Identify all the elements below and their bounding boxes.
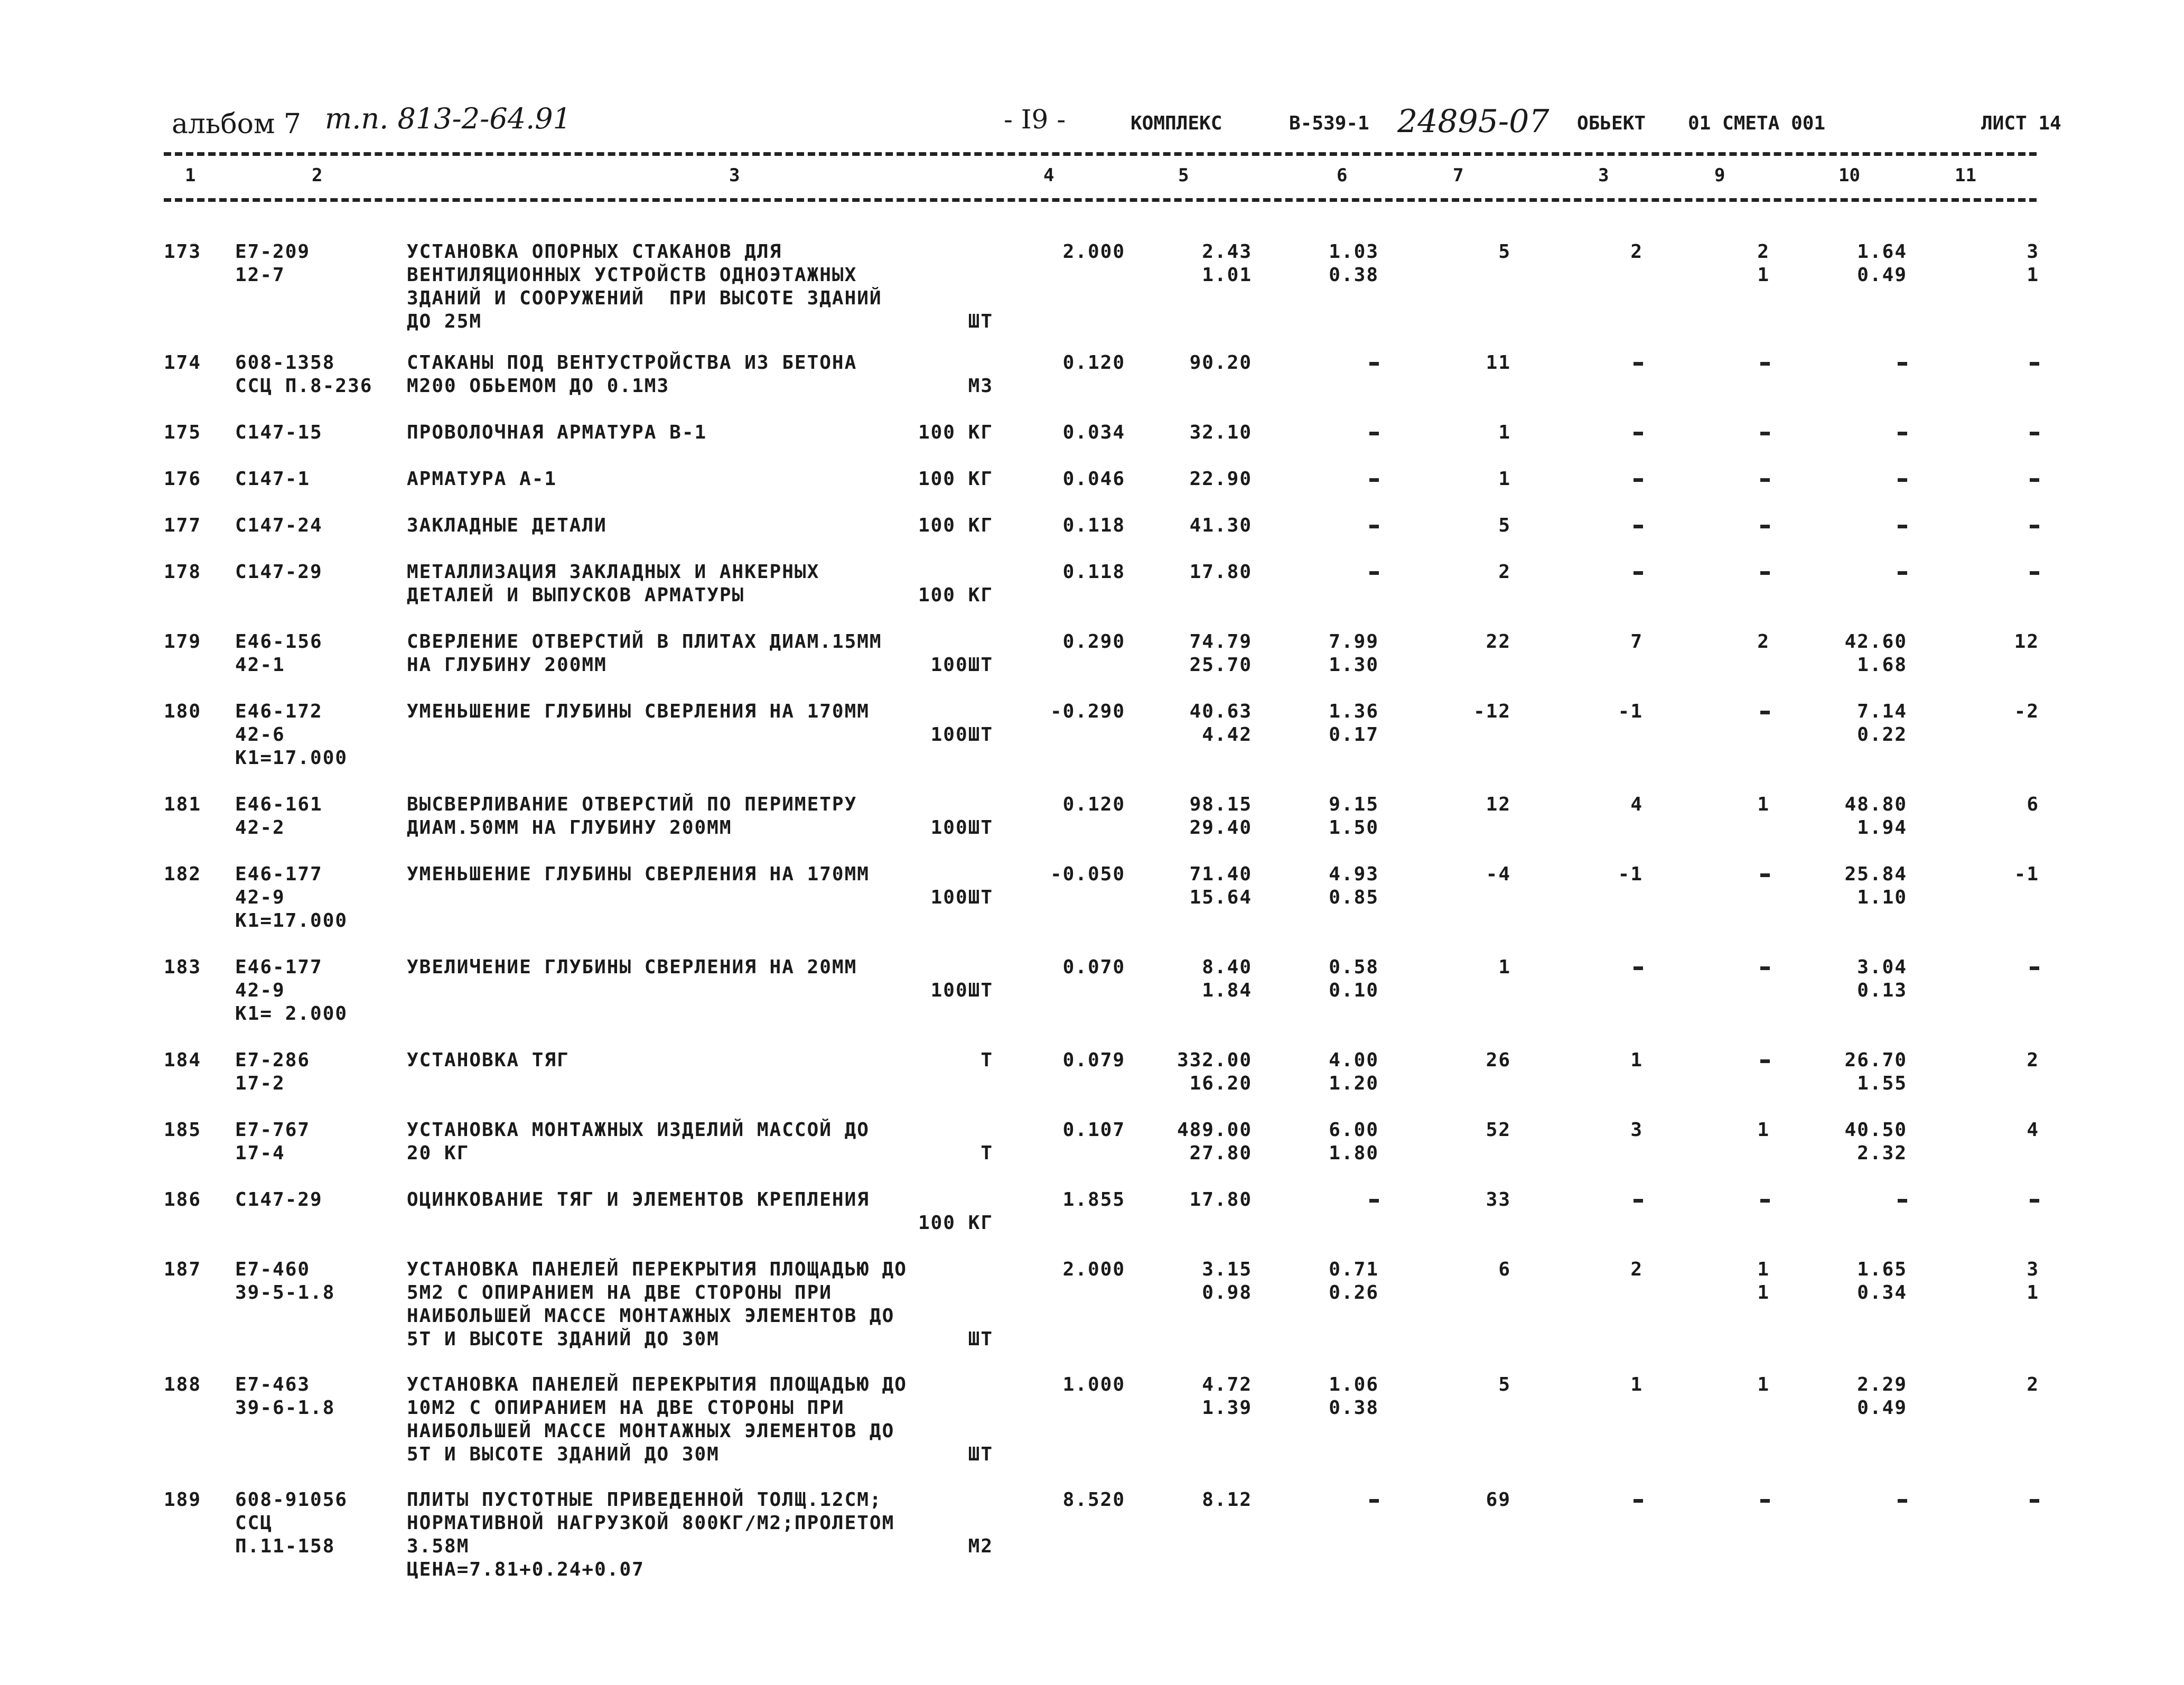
cell-code: Е7-460 39-5-1.8 <box>235 1259 335 1304</box>
cell-c6: 7.99 1.30 <box>1329 631 1379 676</box>
cell-c8 <box>1601 1488 1643 1512</box>
cell-c11 <box>2008 468 2039 491</box>
cell-qty: 0.107 <box>1062 1119 1125 1141</box>
dash-mark <box>1760 873 1770 877</box>
cell-c7: 69 <box>1486 1489 1511 1511</box>
cell-c5: 8.40 1.84 <box>1202 956 1252 1001</box>
cell-desc: УСТАНОВКА ПАНЕЛЕЙ ПЕРЕКРЫТИЯ ПЛОЩАДЬЮ ДО 5М2 С ОПИРАНИЕМ НА ДВЕ СТОРОНЫ ПРИ НАИБОЛЬШЕЙ МАССЕ МОНТАЖНЫХ ЭЛЕМЕНТОВ ДО 5Т И ВЫСОТЕ ЗДАНИЙ ДО 30М <box>407 1259 907 1350</box>
cell-c7: 5 <box>1498 241 1511 263</box>
cell-num: 173 <box>164 241 202 263</box>
cell-c8: 2 <box>1630 241 1643 263</box>
cell-c10: 48.80 1.94 <box>1844 794 1907 839</box>
cell-c9 <box>1728 1049 1770 1072</box>
table-row <box>0 1188 2184 1258</box>
cell-c10: 26.70 1.55 <box>1844 1049 1907 1094</box>
dash-mark <box>2030 966 2039 970</box>
dash-mark <box>1634 362 1643 366</box>
page-header <box>172 102 2061 156</box>
cell-c7: 26 <box>1486 1049 1511 1071</box>
dash-mark <box>2030 525 2039 528</box>
table-row <box>0 351 2184 421</box>
cell-c10 <box>1802 421 1907 444</box>
cell-c6: 0.71 0.26 <box>1329 1259 1379 1304</box>
cell-qty: -0.050 <box>1050 863 1125 885</box>
dash-mark <box>1898 478 1907 482</box>
cell-c11 <box>2008 514 2039 537</box>
dash-mark <box>1898 571 1907 575</box>
cell-code: Е46-172 42-6 К1=17.000 <box>235 701 348 769</box>
sheet-label: ЛИСТ 14 <box>1981 113 2061 134</box>
cell-c10 <box>1802 514 1907 537</box>
cell-num: 179 <box>164 631 202 653</box>
cell-c5: 98.15 29.40 <box>1189 794 1252 839</box>
cell-c7: 5 <box>1498 515 1511 536</box>
cell-c8: -1 <box>1618 701 1643 722</box>
cell-unit: 100ШТ <box>930 724 993 746</box>
column-number: 9 <box>1714 165 1725 186</box>
table-row <box>0 1488 2184 1604</box>
cell-num: 189 <box>164 1489 202 1511</box>
header-divider-bottom <box>164 198 2037 202</box>
cell-c5: 32.10 <box>1189 422 1252 443</box>
cell-qty: 0.034 <box>1062 422 1125 443</box>
cell-c10: 2.29 0.49 <box>1857 1374 1907 1419</box>
cell-c11: 3 1 <box>2027 1259 2039 1304</box>
cell-c7: 2 <box>1498 561 1511 583</box>
cell-unit: 100ШТ <box>930 654 993 676</box>
cell-qty: 0.118 <box>1062 515 1125 536</box>
cell-c10 <box>1802 561 1907 584</box>
cell-c10: 1.65 0.34 <box>1857 1259 1907 1304</box>
dash-mark <box>1634 571 1643 575</box>
cell-code: Е7-209 12-7 <box>235 241 311 286</box>
cell-code: С147-15 <box>235 422 323 443</box>
table-row <box>0 561 2184 630</box>
cell-c11 <box>2008 956 2039 979</box>
cell-c5: 22.90 <box>1189 468 1252 490</box>
cell-c9 <box>1728 514 1770 537</box>
cell-code: Е7-286 17-2 <box>235 1049 311 1094</box>
cell-c7: 33 <box>1486 1189 1511 1211</box>
dash-mark <box>1760 525 1770 528</box>
cell-c10: 3.04 0.13 <box>1857 956 1907 1001</box>
dash-mark <box>1760 362 1770 366</box>
dash-mark <box>1760 1059 1770 1063</box>
cell-c6 <box>1273 351 1379 375</box>
dash-mark <box>2030 432 2039 435</box>
cell-c9: 1 1 <box>1757 1259 1770 1304</box>
album-label: альбом 7 <box>172 108 302 140</box>
dash-mark <box>2030 478 2039 482</box>
cell-c8: 7 <box>1630 631 1643 653</box>
cell-c10 <box>1802 468 1907 491</box>
cell-c7: 12 <box>1486 794 1511 815</box>
cell-c6: 6.00 1.80 <box>1329 1119 1379 1164</box>
cell-c9: 2 <box>1757 631 1770 653</box>
column-number: 5 <box>1178 165 1189 186</box>
cell-unit: М3 <box>968 375 993 397</box>
cell-code: Е7-463 39-6-1.8 <box>235 1374 335 1419</box>
cell-num: 185 <box>164 1119 202 1141</box>
cell-code: С147-1 <box>235 468 311 490</box>
cell-qty: 1.000 <box>1062 1374 1125 1395</box>
cell-c9 <box>1728 700 1770 723</box>
cell-c6 <box>1273 514 1379 537</box>
cell-unit: ШТ <box>968 311 993 332</box>
cell-num: 182 <box>164 863 202 885</box>
table-row <box>0 700 2184 793</box>
dash-mark <box>1760 711 1770 714</box>
dash-mark <box>1898 525 1907 528</box>
dash-mark <box>1634 1199 1643 1203</box>
cell-c9: 1 <box>1757 1374 1770 1395</box>
cell-num: 181 <box>164 794 202 815</box>
cell-unit: 100ШТ <box>930 817 993 839</box>
cell-c5: 71.40 15.64 <box>1189 863 1252 908</box>
object-label: ОБЬЕКТ <box>1577 113 1646 134</box>
cell-c7: -4 <box>1486 863 1511 885</box>
smeta-label: 01 СМЕТА 001 <box>1688 113 1826 134</box>
cell-unit: ШТ <box>968 1444 993 1465</box>
cell-desc: ОЦИНКОВАНИЕ ТЯГ И ЭЛЕМЕНТОВ КРЕПЛЕНИЯ <box>407 1189 870 1211</box>
cell-desc: СВЕРЛЕНИЕ ОТВЕРСТИЙ В ПЛИТАХ ДИАМ.15ММ НА ГЛУБИНУ 200ММ <box>407 631 882 676</box>
cell-c10: 1.64 0.49 <box>1857 241 1907 286</box>
column-number: 4 <box>1043 165 1054 186</box>
kompleks-code: В-539-1 <box>1289 113 1369 134</box>
column-number: 3 <box>1598 165 1609 186</box>
cell-unit: 100ШТ <box>930 887 993 908</box>
cell-c9 <box>1728 1188 1770 1212</box>
cell-c8 <box>1601 561 1643 584</box>
table-row <box>0 514 2184 561</box>
column-number: 11 <box>1955 165 1976 186</box>
cell-qty: 0.120 <box>1062 352 1125 374</box>
cell-desc: ВЫСВЕРЛИВАНИЕ ОТВЕРСТИЙ ПО ПЕРИМЕТРУ ДИАМ.50ММ НА ГЛУБИНУ 200ММ <box>407 794 857 839</box>
cell-c10: 42.60 1.68 <box>1844 631 1907 676</box>
table-row <box>0 793 2184 863</box>
dash-mark <box>2030 1499 2039 1503</box>
cell-c5: 3.15 0.98 <box>1202 1259 1252 1304</box>
cell-code: Е46-177 42-9 К1=17.000 <box>235 863 348 932</box>
cell-c11 <box>2008 421 2039 444</box>
cell-desc: ПЛИТЫ ПУСТОТНЫЕ ПРИВЕДЕННОЙ ТОЛЩ.12СМ; НОРМАТИВНОЙ НАГРУЗКОЙ 800КГ/М2;ПРОЛЕТОМ 3.58М ЦЕНА=7.81+0.24+0.07 <box>407 1489 895 1580</box>
cell-unit: 100 КГ <box>918 584 993 606</box>
cell-c6: 1.36 0.17 <box>1329 701 1379 746</box>
cell-desc: СТАКАНЫ ПОД ВЕНТУСТРОЙСТВА ИЗ БЕТОНА М200 ОБЬЕМОМ ДО 0.1М3 <box>407 352 857 397</box>
cell-c7: 52 <box>1486 1119 1511 1141</box>
cell-desc: УСТАНОВКА ПАНЕЛЕЙ ПЕРЕКРЫТИЯ ПЛОЩАДЬЮ ДО 10М2 С ОПИРАНИЕМ НА ДВЕ СТОРОНЫ ПРИ НАИБОЛЬШЕЙ МАССЕ МОНТАЖНЫХ ЭЛЕМЕНТОВ ДО 5Т И ВЫСОТЕ ЗДАНИЙ ДО 30М <box>407 1374 907 1465</box>
table-row <box>0 1373 2184 1488</box>
dash-mark <box>1634 966 1643 970</box>
cell-code: Е46-161 42-2 <box>235 794 323 839</box>
cell-c6 <box>1273 1188 1379 1212</box>
cell-c5: 489.00 27.80 <box>1177 1119 1252 1164</box>
cell-c6: 1.06 0.38 <box>1329 1374 1379 1419</box>
dash-mark <box>1898 1499 1907 1503</box>
cell-code: Е46-177 42-9 К1= 2.000 <box>235 956 348 1025</box>
column-number: 2 <box>312 165 323 186</box>
dash-mark <box>1634 1499 1643 1503</box>
cell-c8: 1 <box>1630 1374 1643 1395</box>
cell-c5: 40.63 4.42 <box>1189 701 1252 746</box>
kompleks-label: КОМПЛЕКС <box>1131 113 1222 134</box>
cell-qty: 0.290 <box>1062 631 1125 653</box>
cell-c10 <box>1802 1188 1907 1212</box>
dash-mark <box>1634 525 1643 528</box>
cell-code: Е46-156 42-1 <box>235 631 323 676</box>
cell-qty: 0.079 <box>1062 1049 1125 1071</box>
cell-c11 <box>2008 1188 2039 1212</box>
cell-num: 187 <box>164 1259 202 1280</box>
cell-c5: 90.20 <box>1189 352 1252 374</box>
dash-mark <box>1369 525 1379 528</box>
cell-code: Е7-767 17-4 <box>235 1119 311 1164</box>
column-number-row <box>164 165 2037 191</box>
dash-mark <box>1760 1199 1770 1203</box>
cell-c8 <box>1601 514 1643 537</box>
cell-desc: УМЕНЬШЕНИЕ ГЛУБИНЫ СВЕРЛЕНИЯ НА 170ММ <box>407 863 870 885</box>
cell-c5: 41.30 <box>1189 515 1252 536</box>
cell-code: С147-29 <box>235 561 323 583</box>
cell-c8: 3 <box>1630 1119 1643 1141</box>
cell-c9 <box>1728 863 1770 886</box>
cell-c10: 25.84 1.10 <box>1844 863 1907 908</box>
cell-c11 <box>2008 561 2039 584</box>
cell-qty: 0.070 <box>1062 956 1125 978</box>
column-number: 6 <box>1337 165 1348 186</box>
cell-c8 <box>1601 351 1643 375</box>
cell-c8: 1 <box>1630 1049 1643 1071</box>
cell-c8 <box>1601 421 1643 444</box>
cell-qty: 8.520 <box>1062 1489 1125 1511</box>
cell-qty: 2.000 <box>1062 1259 1125 1280</box>
cell-unit: 100ШТ <box>930 980 993 1001</box>
cell-c6 <box>1273 421 1379 444</box>
dash-mark <box>1898 1199 1907 1203</box>
cell-c11: 6 <box>2027 794 2039 815</box>
cell-c11 <box>2008 351 2039 375</box>
cell-desc: ПРОВОЛОЧНАЯ АРМАТУРА В-1 <box>407 422 707 443</box>
table-row <box>0 1049 2184 1119</box>
cell-c6 <box>1273 468 1379 491</box>
cell-c7: -12 <box>1473 701 1511 722</box>
dash-mark <box>1369 571 1379 575</box>
cell-unit: 100 КГ <box>918 422 993 443</box>
page-number: - I9 - <box>1004 104 1066 135</box>
cell-num: 188 <box>164 1374 202 1395</box>
cell-code: С147-29 <box>235 1189 323 1211</box>
cell-num: 180 <box>164 701 202 722</box>
column-number: 10 <box>1838 165 1860 186</box>
cell-c10 <box>1802 1488 1907 1512</box>
cell-c8: 4 <box>1630 794 1643 815</box>
cell-c11: 3 1 <box>2027 241 2039 286</box>
cell-qty: 0.046 <box>1062 468 1125 490</box>
cell-c11: 2 <box>2027 1374 2039 1395</box>
cell-c6 <box>1273 1488 1379 1512</box>
cell-c10: 40.50 2.32 <box>1844 1119 1907 1164</box>
dash-mark <box>1369 1499 1379 1503</box>
cell-num: 176 <box>164 468 202 490</box>
cell-c8 <box>1601 468 1643 491</box>
dash-mark <box>2030 1199 2039 1203</box>
cell-c5: 2.43 1.01 <box>1202 241 1252 286</box>
cell-num: 178 <box>164 561 202 583</box>
header-divider-top <box>164 152 2037 156</box>
cell-qty: 1.855 <box>1062 1189 1125 1211</box>
cell-unit: 100 КГ <box>918 468 993 490</box>
cell-c7: 1 <box>1498 468 1511 490</box>
cell-c9 <box>1728 468 1770 491</box>
dash-mark <box>1898 362 1907 366</box>
dash-mark <box>1760 478 1770 482</box>
cell-c7: 6 <box>1498 1259 1511 1280</box>
cell-unit: М2 <box>968 1535 993 1557</box>
cell-unit: Т <box>981 1049 993 1071</box>
table-row <box>0 956 2184 1049</box>
cell-qty: 0.118 <box>1062 561 1125 583</box>
table-row <box>0 468 2184 514</box>
cell-c6: 4.00 1.20 <box>1329 1049 1379 1094</box>
cell-c5: 332.00 16.20 <box>1177 1049 1252 1094</box>
dash-mark <box>1369 432 1379 435</box>
cell-c9: 2 1 <box>1757 241 1770 286</box>
cell-c11: -1 <box>2014 863 2039 885</box>
cell-c6 <box>1273 561 1379 584</box>
cell-c5: 8.12 <box>1202 1489 1252 1511</box>
dash-mark <box>2030 571 2039 575</box>
cell-c7: 1 <box>1498 956 1511 978</box>
dash-mark <box>1760 966 1770 970</box>
cell-c8: 2 <box>1630 1259 1643 1280</box>
cell-num: 177 <box>164 515 202 536</box>
dash-mark <box>1634 432 1643 435</box>
cell-unit: ШТ <box>968 1328 993 1350</box>
cell-c9 <box>1728 561 1770 584</box>
table-row <box>0 421 2184 468</box>
cell-desc: УМЕНЬШЕНИЕ ГЛУБИНЫ СВЕРЛЕНИЯ НА 170ММ <box>407 701 870 722</box>
cell-num: 184 <box>164 1049 202 1071</box>
cell-c7: 1 <box>1498 422 1511 443</box>
cell-code: 608-1358 ССЦ П.8-236 <box>235 352 373 397</box>
cell-c11: 12 <box>2014 631 2039 653</box>
handwritten-number: 24895-07 <box>1397 103 1550 140</box>
cell-c6: 9.15 1.50 <box>1329 794 1379 839</box>
project-number-handwritten: т.п. 813-2-64.91 <box>325 102 571 135</box>
cell-c9: 1 <box>1757 794 1770 815</box>
dash-mark <box>1760 571 1770 575</box>
cell-c5: 4.72 1.39 <box>1202 1374 1252 1419</box>
cell-c9 <box>1728 421 1770 444</box>
cell-c9 <box>1728 351 1770 375</box>
cell-c5: 17.80 <box>1189 1189 1252 1211</box>
dash-mark <box>1369 362 1379 366</box>
dash-mark <box>2030 362 2039 366</box>
dash-mark <box>1760 432 1770 435</box>
cell-desc: УСТАНОВКА ОПОРНЫХ СТАКАНОВ ДЛЯ ВЕНТИЛЯЦИОННЫХ УСТРОЙСТВ ОДНОЭТАЖНЫХ ЗДАНИЙ И СООРУЖЕНИЙ ПРИ ВЫСОТЕ ЗДАНИЙ ДО 25М <box>407 241 882 332</box>
cell-c5: 74.79 25.70 <box>1189 631 1252 676</box>
cell-qty: 0.120 <box>1062 794 1125 815</box>
cell-c6: 0.58 0.10 <box>1329 956 1379 1001</box>
cell-num: 186 <box>164 1189 202 1211</box>
cell-unit: 100 КГ <box>918 1212 993 1234</box>
cell-desc: УСТАНОВКА МОНТАЖНЫХ ИЗДЕЛИЙ МАССОЙ ДО 20 КГ <box>407 1119 870 1164</box>
column-number: 7 <box>1453 165 1464 186</box>
cell-c10 <box>1802 351 1907 375</box>
cell-c7: 11 <box>1486 352 1511 374</box>
cell-code: 608-91056 ССЦ П.11-158 <box>235 1489 348 1557</box>
cell-c8 <box>1601 956 1643 979</box>
cell-qty: -0.290 <box>1050 701 1125 722</box>
cell-c7: 5 <box>1498 1374 1511 1395</box>
cell-desc: УВЕЛИЧЕНИЕ ГЛУБИНЫ СВЕРЛЕНИЯ НА 20ММ <box>407 956 857 978</box>
table-row <box>0 863 2184 956</box>
cell-c8 <box>1601 1188 1643 1212</box>
cell-code: С147-24 <box>235 515 323 536</box>
cell-num: 183 <box>164 956 202 978</box>
cell-c8: -1 <box>1618 863 1643 885</box>
cell-c6: 4.93 0.85 <box>1329 863 1379 908</box>
cell-unit: 100 КГ <box>918 515 993 536</box>
table-row <box>0 1119 2184 1188</box>
cell-desc: УСТАНОВКА ТЯГ <box>407 1049 570 1071</box>
cell-c11: 4 <box>2027 1119 2039 1141</box>
cell-c6: 1.03 0.38 <box>1329 241 1379 286</box>
cell-c5: 17.80 <box>1189 561 1252 583</box>
cell-c11 <box>2008 1488 2039 1512</box>
cell-num: 174 <box>164 352 202 374</box>
dash-mark <box>1898 432 1907 435</box>
cell-c11: -2 <box>2014 701 2039 722</box>
dash-mark <box>1369 1199 1379 1203</box>
cell-c9 <box>1728 956 1770 979</box>
column-number: 3 <box>729 165 740 186</box>
table-row <box>0 1258 2184 1373</box>
cell-c9 <box>1728 1488 1770 1512</box>
cell-c7: 22 <box>1486 631 1511 653</box>
dash-mark <box>1369 478 1379 482</box>
dash-mark <box>1634 478 1643 482</box>
table-row <box>0 630 2184 700</box>
cell-unit: Т <box>981 1142 993 1164</box>
cell-desc: МЕТАЛЛИЗАЦИЯ ЗАКЛАДНЫХ И АНКЕРНЫХ ДЕТАЛЕЙ И ВЫПУСКОВ АРМАТУРЫ <box>407 561 820 606</box>
cell-desc: ЗАКЛАДНЫЕ ДЕТАЛИ <box>407 515 607 536</box>
column-number: 1 <box>185 165 196 186</box>
cell-qty: 2.000 <box>1062 241 1125 263</box>
table-row <box>0 240 2184 351</box>
cell-desc: АРМАТУРА А-1 <box>407 468 557 490</box>
dash-mark <box>1760 1499 1770 1503</box>
cell-c11: 2 <box>2027 1049 2039 1071</box>
cell-c10: 7.14 0.22 <box>1857 701 1907 746</box>
cell-c9: 1 <box>1757 1119 1770 1141</box>
cell-num: 175 <box>164 422 202 443</box>
